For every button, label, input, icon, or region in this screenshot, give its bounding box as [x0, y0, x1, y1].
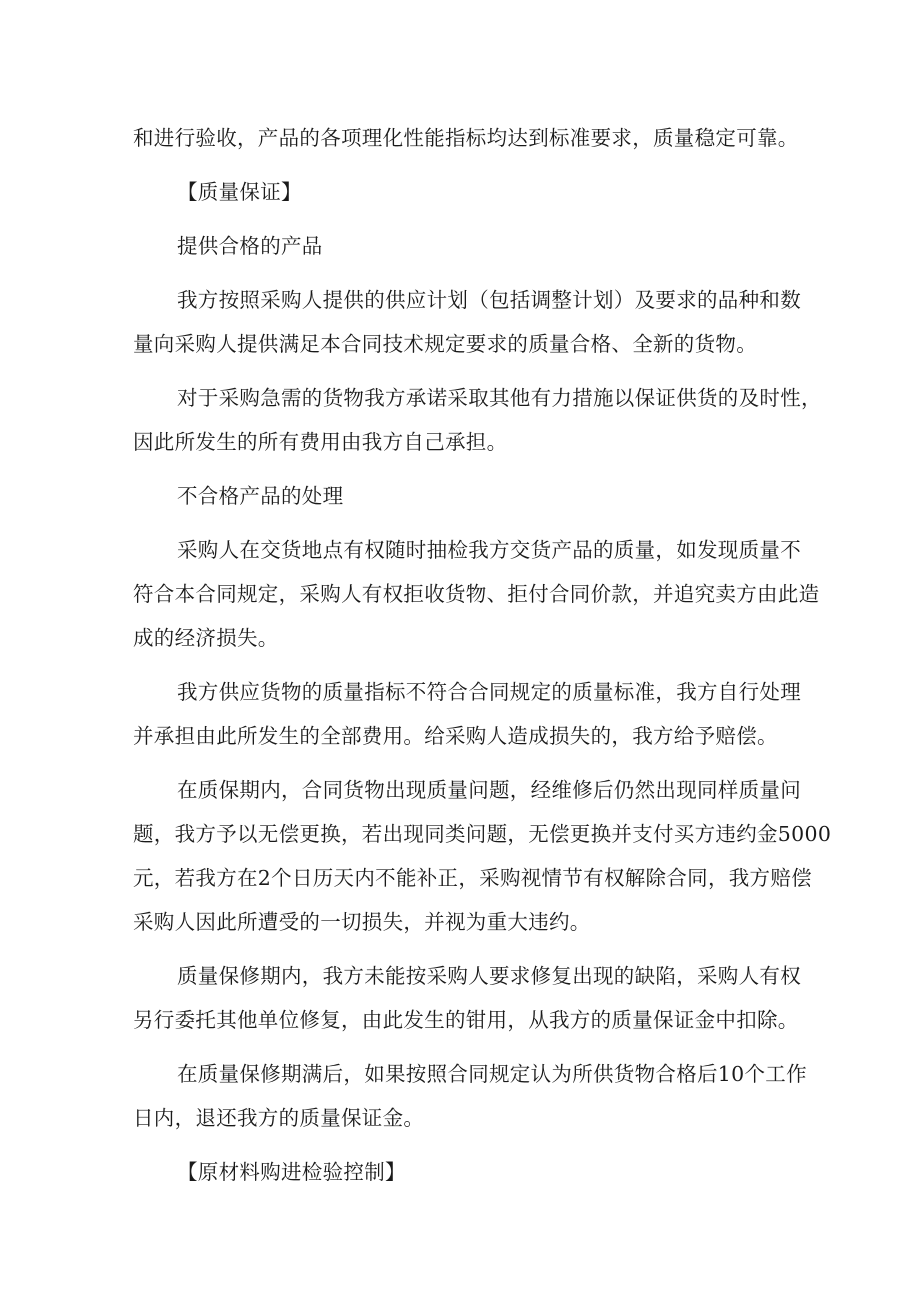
paragraph-continuation: [133, 116, 799, 160]
paragraph-spot-check: [133, 528, 820, 660]
text-line: 采购人在交货地点有权随时抽检我方交货产品的质量，如发现质量不: [177, 538, 801, 562]
text-line: 量向采购人提供满足本合同技术规定要求的质量合格、全新的货物。: [133, 332, 757, 356]
subheading-qualified-products: [133, 224, 783, 268]
text-line: 符合本合同规定，采购人有权拒收货物、拒付合同价款，并追究卖方由此造: [133, 582, 820, 606]
paragraph-repair-defects: [133, 954, 801, 1042]
text-line: 提供合格的产品: [177, 234, 323, 258]
subheading-nonconforming-products: [133, 474, 783, 518]
text-line: 在质保期内，合同货物出现质量问题，经维修后仍然出现同样质量问: [177, 778, 801, 802]
text-line: 【原材料购进检验控制】: [177, 1160, 406, 1184]
text-line: 元，若我方在2个日历天内不能补正，采购视情节有权解除合同，我方赔偿: [133, 866, 812, 890]
section-heading-raw-material-inspection: [133, 1150, 783, 1194]
text-line: 质量保修期内，我方未能按采购人要求修复出现的缺陷，采购人有权: [177, 964, 801, 988]
section-heading-quality-assurance: [133, 170, 783, 214]
paragraph-deposit-refund: [133, 1052, 807, 1140]
paragraph-supply-plan: [133, 278, 801, 366]
text-line: 在质量保修期满后，如果按照合同规定认为所供货物合格后10个工作: [177, 1062, 807, 1086]
text-line: 题，我方予以无偿更换，若出现同类问题，无偿更换并支付买方违约金5000: [133, 822, 832, 846]
text-line: 成的经济损失。: [133, 626, 279, 650]
text-line: 因此所发生的所有费用由我方自己承担。: [133, 430, 508, 454]
paragraph-urgent-goods: [133, 376, 822, 464]
text-line: 日内，退还我方的质量保证金。: [133, 1106, 425, 1130]
text-line: 不合格产品的处理: [177, 484, 344, 508]
text-line: 和进行验收，产品的各项理化性能指标均达到标准要求，质量稳定可靠。: [133, 126, 799, 150]
paragraph-warranty-period: [133, 768, 832, 944]
text-line: 【质量保证】: [177, 180, 302, 204]
text-line: 对于采购急需的货物我方承诺采取其他有力措施以保证供货的及时性，: [177, 386, 822, 410]
text-line: 采购人因此所遭受的一切损失，并视为重大违约。: [133, 910, 591, 934]
paragraph-quality-standard: [133, 670, 801, 758]
text-line: 我方按照采购人提供的供应计划（包括调整计划）及要求的品种和数: [177, 288, 801, 312]
document-body: [133, 116, 832, 1194]
text-line: 我方供应货物的质量指标不符合合同规定的质量标准，我方自行处理: [177, 680, 801, 704]
text-line: 并承担由此所发生的全部费用。给采购人造成损失的，我方给予赔偿。: [133, 724, 778, 748]
text-line: 另行委托其他单位修复，由此发生的钳用，从我方的质量保证金中扣除。: [133, 1008, 799, 1032]
